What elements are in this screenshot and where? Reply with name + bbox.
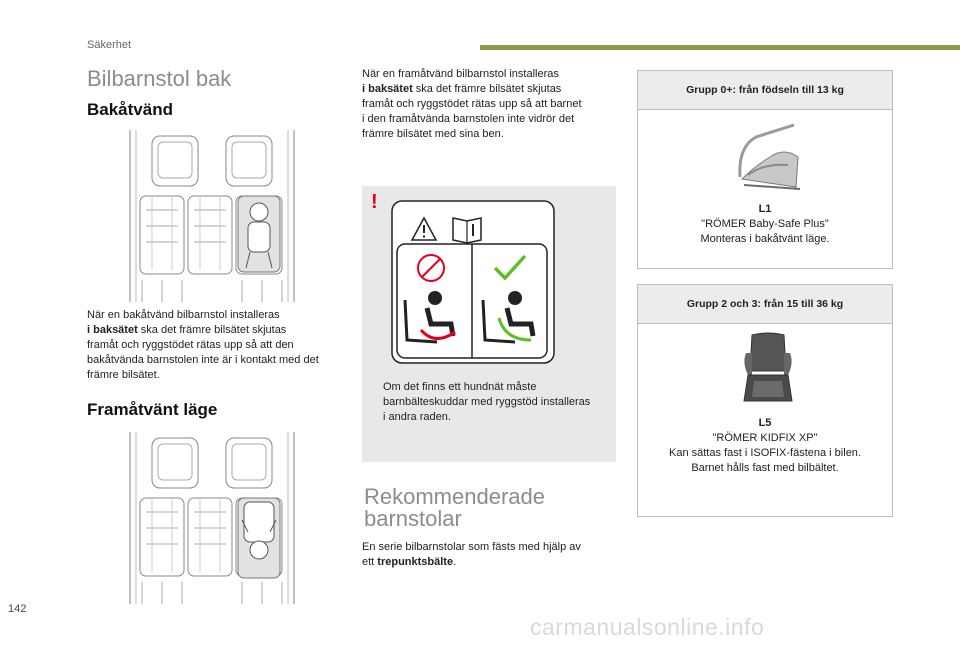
section-label: Säkerhet bbox=[87, 39, 132, 51]
title-line: Rekommenderade bbox=[364, 484, 545, 509]
seat-description: Monteras i bakåtvänt läge. bbox=[700, 233, 830, 245]
text-line: När en bakåtvänd bilbarnstol installeras bbox=[87, 309, 280, 321]
seat-card-group-0 bbox=[637, 70, 893, 269]
recommended-seats-text bbox=[362, 540, 616, 570]
baby-seat-image bbox=[734, 117, 804, 191]
seat-description: Barnet hålls fast med bilbältet. bbox=[691, 462, 839, 474]
page-title: Bilbarnstol bak bbox=[87, 66, 232, 91]
text-line bbox=[87, 323, 352, 338]
text-line: När en framåtvänd bilbarnstol installeras bbox=[362, 68, 559, 80]
text-line bbox=[362, 555, 616, 570]
recommended-seats-title bbox=[364, 486, 545, 530]
warning-text bbox=[383, 380, 613, 425]
warning-pictogram bbox=[391, 200, 555, 364]
watermark: carmanualsonline.info bbox=[530, 614, 765, 640]
section-accent-bar bbox=[480, 45, 960, 50]
text-line: bakåtvända barnstolen inte är i kontakt med det bbox=[87, 354, 319, 366]
seat-name: "RÖMER Baby-Safe Plus" bbox=[701, 218, 829, 230]
forward-facing-heading: Framåtvänt läge bbox=[87, 400, 218, 419]
bold-term: trepunktsbälte bbox=[377, 556, 454, 568]
seat-card-text bbox=[638, 416, 892, 476]
booster-seat-image bbox=[738, 331, 798, 411]
bold-term: i baksätet bbox=[87, 324, 138, 336]
text-line: främre bilsätet. bbox=[87, 369, 160, 381]
text-line bbox=[362, 82, 616, 97]
text-span: . bbox=[453, 556, 457, 568]
seat-name: "RÖMER KIDFIX XP" bbox=[712, 432, 818, 444]
text-line: En serie bilbarnstolar som fästs med hjälp av bbox=[362, 541, 581, 553]
seat-card-header: Grupp 0+: från födseln till 13 kg bbox=[638, 71, 892, 110]
title-line: barnstolar bbox=[364, 506, 462, 531]
rear-facing-car-diagram bbox=[122, 130, 302, 302]
seat-code: L5 bbox=[758, 417, 772, 429]
text-span: ett bbox=[362, 556, 378, 568]
forward-facing-text bbox=[362, 67, 616, 142]
text-line: framåt och ryggstödet rätas upp så att barnet bbox=[362, 98, 582, 110]
seat-code: L1 bbox=[758, 203, 772, 215]
page-number: 142 bbox=[8, 603, 27, 615]
text-line: främre bilsätet med sina ben. bbox=[362, 128, 504, 140]
seat-card-header: Grupp 2 och 3: från 15 till 36 kg bbox=[638, 285, 892, 324]
text-line: Om det finns ett hundnät måste bbox=[383, 381, 537, 393]
rear-facing-text bbox=[87, 308, 352, 383]
seat-description: Kan sättas fast i ISOFIX-fästena i bilen. bbox=[669, 447, 861, 459]
text-line: framåt och ryggstödet rätas upp så att den bbox=[87, 339, 294, 351]
text-span: ska det främre bilsätet skjutas bbox=[137, 324, 287, 336]
seat-card-group-2-3 bbox=[637, 284, 893, 517]
text-line: i andra raden. bbox=[383, 411, 451, 423]
rear-facing-heading: Bakåtvänd bbox=[87, 100, 173, 119]
forward-facing-car-diagram bbox=[122, 432, 302, 604]
seat-card-text bbox=[638, 202, 892, 247]
text-span: ska det främre bilsätet skjutas bbox=[412, 83, 562, 95]
text-line: barnbälteskuddar med ryggstöd installeras bbox=[383, 396, 591, 408]
text-line: i den framåtvända barnstolen inte vidrör det bbox=[362, 113, 575, 125]
bold-term: i baksätet bbox=[362, 83, 413, 95]
warning-exclamation-icon: ! bbox=[371, 191, 378, 213]
